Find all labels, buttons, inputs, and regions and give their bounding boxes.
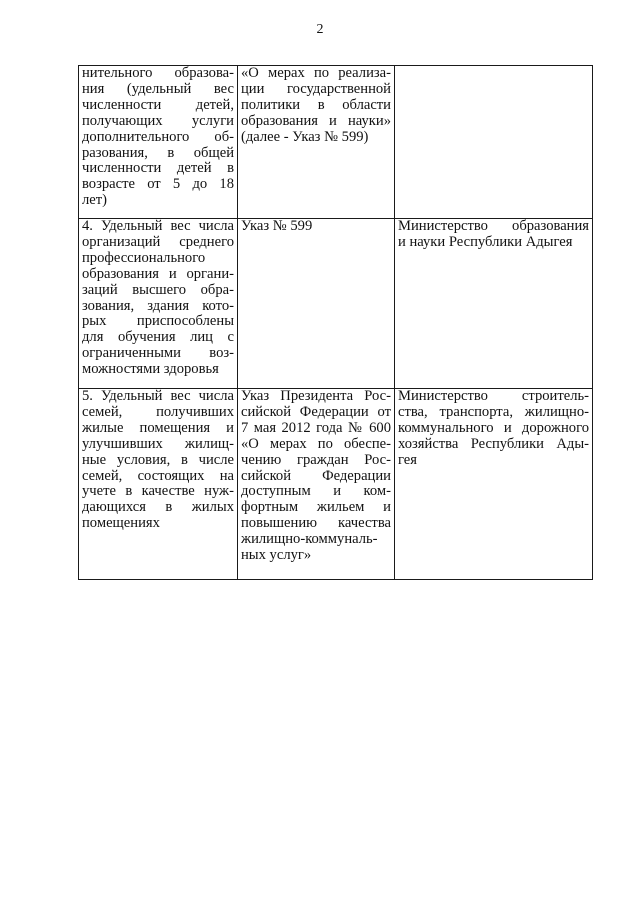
cell-text-line: ции государственной	[241, 80, 391, 97]
cell-text-line: численности детей,	[82, 96, 234, 113]
cell-text-line: хозяйства Республики Ады-	[398, 435, 589, 452]
cell-text-line: дающихся в жилых	[82, 499, 234, 516]
cell-text-line: нительного образова-	[82, 65, 234, 81]
cell-text-line: (далее - Указ № 599)	[241, 128, 369, 145]
cell-text-line: «О мерах по реализа-	[241, 65, 391, 81]
executor-cell	[395, 219, 593, 389]
cell-text-line: семей, состоящих на	[82, 467, 234, 484]
cell-text-line: и науки Республики Адыгея	[398, 233, 573, 250]
cell-text-line: доступным и ком-	[241, 483, 391, 500]
cell-text-line: политики в области	[241, 96, 391, 113]
cell-text-line: жилые помещения и	[82, 419, 234, 436]
table-row	[79, 389, 593, 580]
page-number: 2	[316, 22, 324, 37]
cell-text-line: учете в качестве нуж-	[82, 483, 234, 500]
indicator-cell	[79, 219, 238, 389]
cell-text-line: численности детей в	[82, 160, 234, 177]
cell-text-line: лет)	[82, 192, 107, 209]
cell-text-line: можностями здоровья	[82, 361, 219, 378]
cell-text-line: улучшивших жилищ-	[82, 435, 234, 452]
cell-text-line: семей, получивших	[82, 403, 234, 420]
indicator-cell	[79, 389, 238, 580]
table-row	[79, 66, 593, 219]
cell-text-line: образования и науки»	[241, 112, 391, 129]
document-cell	[238, 389, 395, 580]
cell-text-line: возрасте от 5 до 18	[82, 176, 234, 193]
cell-text-line: 4. Удельный вес числа	[82, 218, 234, 234]
cell-text-line: для обучения лиц с	[82, 329, 234, 346]
indicator-cell	[79, 66, 238, 219]
cell-text-line: образования и органи-	[82, 265, 234, 282]
cell-text-line: организаций среднего	[82, 233, 234, 250]
cell-text-line: коммунального и дорожного	[398, 419, 589, 436]
executor-cell	[395, 66, 593, 219]
cell-text-line: Министерство образования	[398, 218, 589, 234]
table-row	[79, 219, 593, 389]
cell-text-line: чению граждан Рос-	[241, 451, 391, 468]
cell-text-line: сийской Федерации	[241, 467, 391, 484]
cell-text-line: Указ № 599	[241, 218, 313, 234]
cell-text-line: 5. Удельный вес числа	[82, 388, 234, 404]
cell-text-line: дополнительного об-	[82, 128, 234, 145]
cell-text-line: заций высшего обра-	[82, 281, 234, 298]
cell-text-line: гея	[398, 451, 417, 468]
cell-text-line: ограниченными воз-	[82, 345, 234, 362]
table-body	[79, 66, 593, 580]
indicators-table	[78, 65, 593, 580]
cell-text-line: жилищно-коммуналь-	[241, 531, 378, 548]
cell-text-line: помещениях	[82, 515, 160, 532]
executor-cell	[395, 389, 593, 580]
cell-text-line: зования, здания кото-	[82, 297, 234, 314]
cell-text-line: «О мерах по обеспе-	[241, 435, 391, 452]
cell-text-line: повышению качества	[241, 515, 391, 532]
cell-text-line: ства, транспорта, жилищно-	[398, 403, 589, 420]
cell-text-line: фортным жильем и	[241, 499, 391, 516]
cell-text-line: Министерство строитель-	[398, 388, 589, 404]
document-cell	[238, 66, 395, 219]
cell-text-line: ные условия, в числе	[82, 451, 234, 468]
cell-text-line: Указ Президента Рос-	[241, 388, 391, 404]
cell-text-line: профессионального	[82, 249, 206, 266]
cell-text-line: разования, в общей	[82, 144, 234, 161]
cell-text-line: рых приспособлены	[82, 313, 234, 330]
document-cell	[238, 219, 395, 389]
cell-text-line: ных услуг»	[241, 547, 312, 564]
cell-text-line: 7 мая 2012 года № 600	[241, 419, 391, 436]
cell-text-line: получающих услуги	[82, 112, 234, 129]
cell-text-line: ния (удельный вес	[82, 80, 234, 97]
cell-text-line: сийской Федерации от	[241, 403, 391, 420]
